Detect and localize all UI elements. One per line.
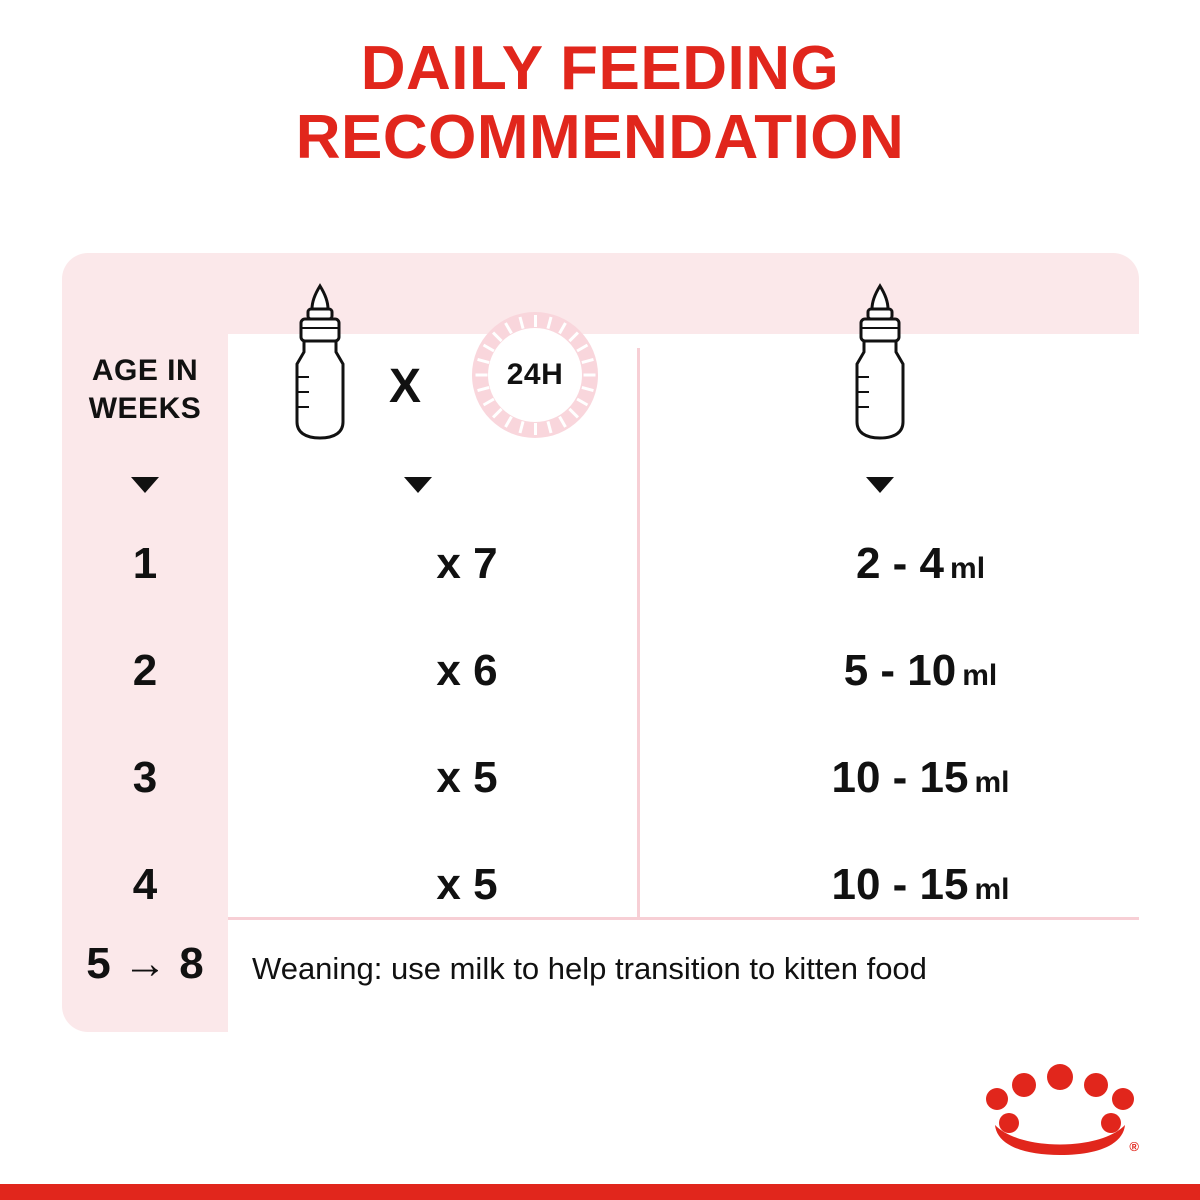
cell-age: 4 <box>132 860 158 909</box>
clock-24h-icon <box>472 312 598 438</box>
page-title-line-1: DAILY FEEDING <box>360 34 840 103</box>
page-title <box>0 34 1200 173</box>
age-column-header <box>62 352 228 427</box>
cell-volume-value: 5 - 10 <box>843 646 957 695</box>
cell-volume <box>702 617 1139 729</box>
age-header-line-1: AGE IN <box>91 354 199 387</box>
multiplier-symbol: X <box>389 360 422 413</box>
cell-frequency: x 6 <box>436 646 498 695</box>
triangle-down-icon <box>404 477 432 493</box>
cell-volume-value: 10 - 15 <box>831 753 969 802</box>
cell-volume-unit: ml <box>974 766 1010 799</box>
cell-volume-unit: ml <box>974 873 1010 906</box>
weaning-note: Weaning: use milk to help transition to kitten food <box>252 951 927 986</box>
cell-volume-value: 10 - 15 <box>831 860 969 909</box>
cell-frequency: x 5 <box>436 860 498 909</box>
table-row <box>62 617 1139 724</box>
cell-age: 2 <box>132 646 158 695</box>
cell-volume-value: 2 - 4 <box>855 539 945 588</box>
cell-age: 3 <box>132 753 158 802</box>
baby-bottle-icon <box>281 282 359 447</box>
table-row <box>62 831 1139 938</box>
royal-canin-crown-logo <box>985 1063 1139 1158</box>
table-row <box>62 510 1139 617</box>
bottom-accent-bar <box>0 1184 1200 1200</box>
cell-frequency: x 7 <box>436 539 498 588</box>
cell-volume <box>702 724 1139 836</box>
triangle-down-icon <box>866 477 894 493</box>
cell-volume-unit: ml <box>962 659 998 692</box>
cell-volume-unit: ml <box>950 552 986 585</box>
baby-bottle-icon <box>841 282 919 447</box>
age-header-line-2: WEEKS <box>88 391 202 425</box>
registered-trademark-symbol: ® <box>1129 1139 1139 1154</box>
clock-label: 24H <box>506 358 564 391</box>
weaning-age-range: 5 → 8 <box>86 939 204 988</box>
cell-frequency: x 5 <box>436 753 498 802</box>
cell-volume <box>702 831 1139 943</box>
feeding-rows <box>62 510 1139 938</box>
table-row <box>62 724 1139 831</box>
triangle-down-icon <box>131 477 159 493</box>
cell-age: 1 <box>132 539 158 588</box>
cell-volume <box>702 510 1139 622</box>
page-title-line-2: RECOMMENDATION <box>295 103 905 173</box>
